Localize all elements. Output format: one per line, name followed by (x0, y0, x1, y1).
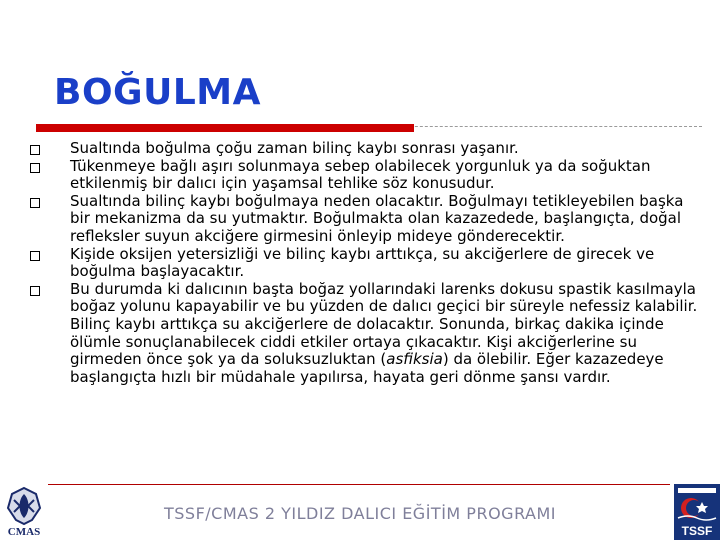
bullet-text: Kişide oksijen yetersizliği ve bilinç kaybı arttıkça, su akciğerlere de girecek ve boğulma başlayacaktır. (70, 244, 655, 281)
bullet-text-part: Bu durumda ki dalıcının başta boğaz yollarındaki larenks dokusu spastik kasılmayla boğaz yolunu kapayabilir ve bu yüzden de dalıcı geçici bir süreyle nefessiz kalabilir. Bilinç kaybı arttıkça su akciğerlere de dolacaktır. Sonunda, birkaç dakika içinde ölümle sonuçlanabilecek ciddi etkiler ortaya çıkacaktır. Kişi akciğerlerine su girmeden önce şok ya da soluksuzluktan ( (70, 279, 698, 369)
cmas-logo-label: CMAS (7, 526, 41, 538)
cmas-logo (2, 486, 46, 538)
tssf-emblem-icon (674, 484, 720, 524)
cmas-emblem-icon (2, 486, 46, 526)
bullet-item (30, 158, 700, 193)
tssf-logo (674, 484, 720, 540)
footer-divider (48, 484, 670, 485)
bullet-item (30, 193, 700, 246)
square-bullet-icon (30, 251, 40, 261)
footer-text: TSSF/CMAS 2 YILDIZ DALICI EĞİTİM PROGRAMI (164, 504, 556, 523)
bullet-text-part: ) da ölebilir. Eğer kazazedeye başlangıçta hızlı bir müdahale yapılırsa, hayata geri dönme şansı vardır. (70, 350, 664, 386)
bullet-item (30, 281, 700, 387)
square-bullet-icon (30, 163, 40, 173)
bullet-text: Tükenmeye bağlı aşırı solunmaya sebep olabilecek yorgunluk ya da soğuktan etkilenmiş bir dalıcı için yaşamsal tehlike söz konusudur. (70, 156, 651, 193)
square-bullet-icon (30, 198, 40, 208)
square-bullet-icon (30, 286, 40, 296)
bullet-list (30, 140, 700, 386)
tssf-logo-label: TSSF (681, 524, 713, 538)
title-underline-accent (36, 124, 414, 132)
slide-title: BOĞULMA (54, 72, 261, 113)
bullet-text: Sualtında boğulma çoğu zaman bilinç kaybı sonrası yaşanır. (70, 139, 519, 157)
bullet-text-italic: asfiksia (386, 350, 443, 369)
bullet-text: Sualtında bilinç kaybı boğulmaya neden olacaktır. Boğulmayı tetikleyebilen başka bir mekanizma da su yutmaktır. Boğulmakta olan kazazedede, başlangıçta, doğal refleksler suyun akciğere girmesini önleyip mideye gönderecektir. (70, 191, 684, 245)
bullet-item (30, 246, 700, 281)
bullet-item (30, 140, 700, 158)
square-bullet-icon (30, 145, 40, 155)
